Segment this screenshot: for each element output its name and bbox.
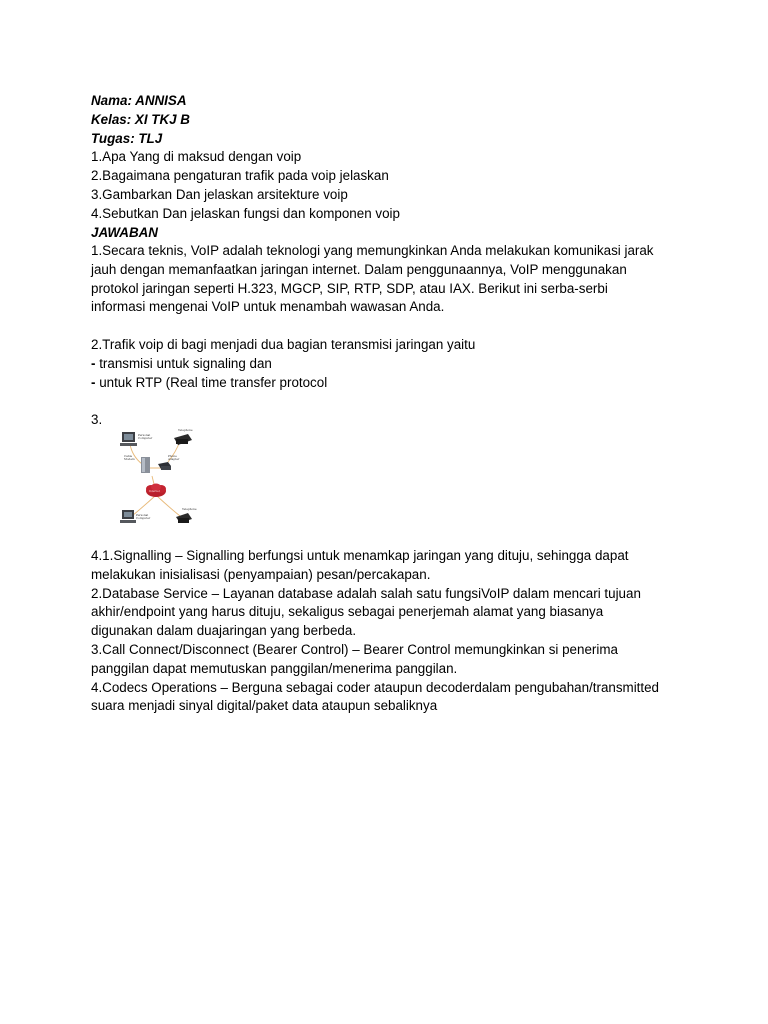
question-4: 4.Sebutkan Dan jelaskan fungsi dan komponen voip (91, 205, 400, 221)
answer-4-line: panggilan dapat memutuskan panggilan/menerima panggilan. (91, 660, 458, 676)
svg-text:Adapter: Adapter (168, 457, 180, 461)
question-3: 3.Gambarkan Dan jelaskan arsitekture voip (91, 186, 348, 202)
bullet-text: untuk RTP (Real time transfer protocol (95, 374, 328, 390)
answer-4-line: 4.Codecs Operations – Berguna sebagai coder ataupun decoderdalam pengubahan/transmitted (91, 679, 660, 695)
svg-text:Personal: Personal (138, 433, 151, 437)
student-class: Kelas: XI TKJ B (91, 111, 190, 127)
svg-text:Computer: Computer (136, 516, 151, 520)
computer-icon (120, 510, 136, 523)
answer-4-line: akhir/endpoint yang harus dituju, sekaligus sebagai penerjemah alamat yang biasanya (91, 604, 604, 620)
answer-1-line: protokol jaringan seperti H.323, MGCP, SIP, RTP, SDP, atau IAX. Berikut ini serba-serbi (91, 280, 608, 296)
answer-2 (91, 336, 691, 392)
answer-3-label: 3. (91, 412, 103, 427)
answer-1-line: jauh dengan memanfaatkan jaringan internet. Dalam penggunaannya, VoIP menggunakan (91, 261, 627, 277)
answer-1 (91, 242, 691, 317)
answer-4-line: suara menjadi sinyal digital/paket data ataupun sebaliknya (91, 698, 438, 714)
question-1: 1.Apa Yang di maksud dengan voip (91, 149, 302, 165)
computer-icon (120, 432, 137, 446)
question-2: 2.Bagaimana pengaturan trafik pada voip jelaskan (91, 168, 389, 184)
answer-1-line: 1.Secara teknis, VoIP adalah teknologi yang memungkinkan Anda melakukan komunikasi jarak (91, 243, 654, 258)
bullet-dash: - (91, 355, 96, 371)
student-name: Nama: ANNISA (91, 93, 187, 108)
svg-text:Phone: Phone (168, 454, 177, 458)
voip-architecture-diagram (116, 424, 200, 530)
bullet-dash: - (91, 374, 96, 390)
svg-text:Telephone: Telephone (178, 428, 193, 432)
jawaban-heading: JAWABAN (91, 224, 158, 240)
answer-4-line: 4.1.Signalling – Signalling berfungsi untuk menamkap jaringan yang dituju, sehingga dapat (91, 548, 629, 563)
answer-4-line: 3.Call Connect/Disconnect (Bearer Control) – Bearer Control memungkinkan si penerima (91, 641, 618, 657)
svg-text:Modem: Modem (124, 457, 135, 461)
answer-4-line: 2.Database Service – Layanan database adalah salah satu fungsiVoIP dalam mencari tujuan (91, 585, 641, 601)
assignment-header (91, 92, 691, 242)
answer-4-line: digunakan dalam duajaringan yang berbeda. (91, 623, 357, 639)
assignment-subject: Tugas: TLJ (91, 130, 163, 146)
svg-text:Telephone: Telephone (182, 507, 197, 511)
answer-2-bullet (91, 355, 691, 374)
answer-2-intro: 2.Trafik voip di bagi menjadi dua bagian teransmisi jaringan yaitu (91, 337, 476, 352)
svg-text:Cable: Cable (124, 454, 133, 458)
svg-text:Computer: Computer (138, 436, 153, 440)
svg-text:Personal: Personal (136, 513, 149, 517)
answer-1-line: informasi mengenai VoIP untuk menambah wawasan Anda. (91, 299, 445, 315)
answer-4 (91, 547, 691, 716)
answer-2-bullet (91, 374, 691, 393)
answer-4-line: melakukan inisialisasi (penyampaian) pesan/percakapan. (91, 566, 431, 582)
svg-text:Internet: Internet (149, 490, 160, 493)
bullet-text: transmisi untuk signaling dan (95, 355, 272, 371)
